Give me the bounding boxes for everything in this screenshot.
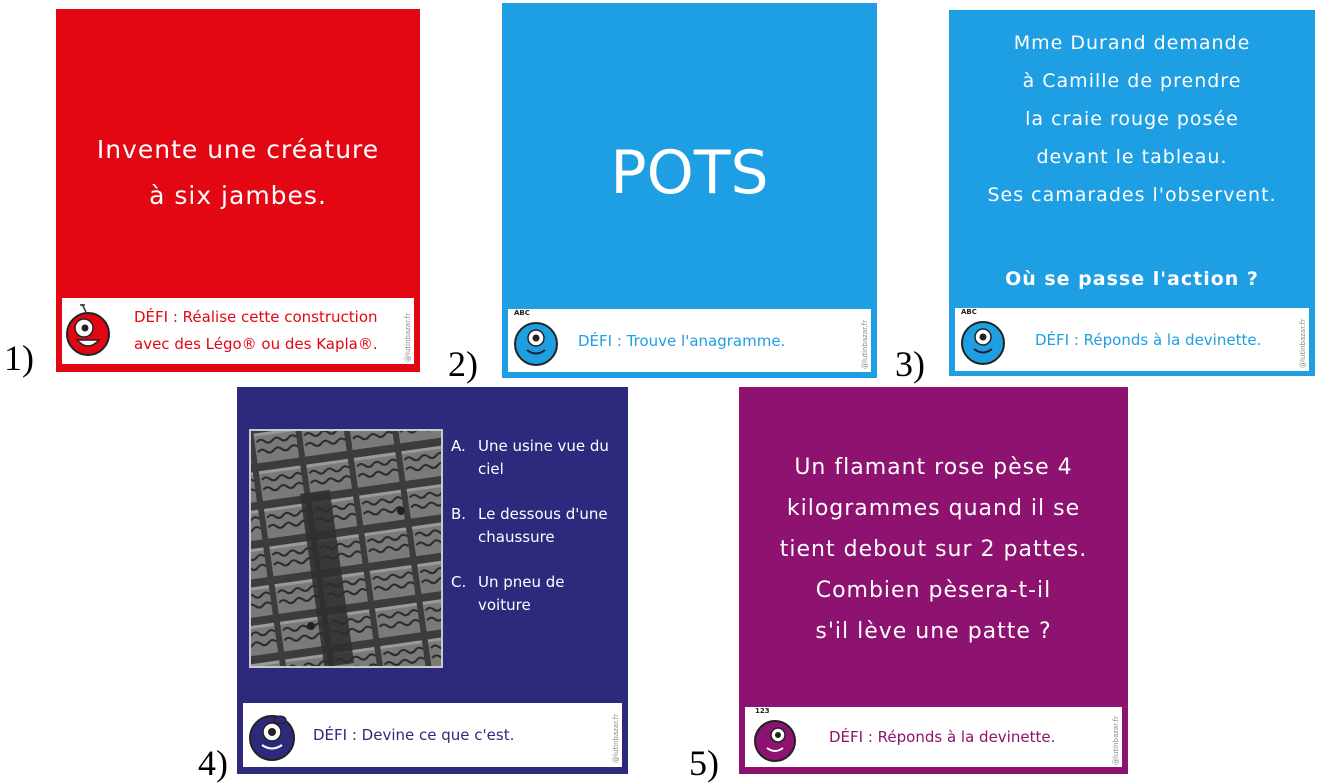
card-5-defi-bar [745, 707, 1122, 767]
card-2-defi-label: DÉFI [578, 332, 613, 350]
card-2-defi-text [578, 330, 785, 352]
card-3-defi-bar [955, 308, 1309, 371]
card-4-defi-instruction: : Devine ce que c'est. [347, 726, 515, 744]
card-2-credit: @lutinbazar.fr [861, 319, 869, 369]
card-5 [739, 387, 1128, 774]
card-4-defi-bar [243, 703, 622, 767]
card-3-defi-text [1035, 329, 1261, 351]
card-2-defi-instruction: : Trouve l'anagramme. [612, 332, 786, 350]
card-1-main-text: Invente une créature à six jambes. [96, 135, 380, 210]
card-4-number: 4) [198, 743, 228, 783]
card-5-badge: 123 [755, 707, 770, 715]
magenta-monster-icon [751, 713, 801, 765]
card-5-defi-text [829, 726, 1055, 748]
card-3-defi-label: DÉFI [1035, 331, 1070, 349]
card-1-number: 1) [4, 338, 34, 378]
card-4-option-b-text: Le dessous d'une chaussure [478, 505, 608, 546]
card-2-number: 2) [448, 344, 478, 384]
card-4 [237, 387, 628, 774]
card-1-defi-label: DÉFI [134, 308, 169, 326]
card-3-defi-instruction: : Réponds à la devinette. [1069, 331, 1262, 349]
card-4-option-a-letter: A. [451, 437, 466, 455]
card-2-defi-bar [508, 309, 871, 372]
card-3-main-text: Mme Durand demande à Camille de prendre la craie rouge posée devant le tableau. Ses camarades l'observent. [987, 32, 1277, 206]
card-3-number: 3) [895, 344, 925, 384]
card-4-defi-label: DÉFI [313, 726, 348, 744]
card-1-defi-instruction: : Réalise cette construction avec des Légo® ou des Kapla®. [134, 308, 378, 353]
card-1 [56, 9, 420, 372]
card-4-option-c-text: Un pneu de voiture [478, 573, 565, 614]
card-4-defi-text [313, 724, 514, 746]
card-5-main-text: Un flamant rose pèse 4 kilogrammes quand il se tient debout sur 2 pattes. Combien pèsera-t-il s'il lève une patte ? [779, 455, 1088, 644]
blue-monster-icon [959, 316, 1009, 368]
red-monster-icon [64, 302, 114, 358]
card-4-option-b-letter: B. [451, 505, 467, 523]
card-5-defi-instruction: : Réponds à la devinette. [863, 728, 1056, 746]
card-4-option-c-letter: C. [451, 573, 467, 591]
card-3-credit: @lutinbazar.fr [1299, 318, 1307, 368]
card-3 [949, 10, 1315, 376]
card-3-question: Où se passe l'action ? [1005, 268, 1259, 290]
card-3-badge: ABC [961, 308, 977, 316]
card-1-credit: @lutinbazar.fr [404, 312, 412, 362]
card-2 [502, 3, 877, 378]
card-4-credit: @lutinbazar.fr [612, 713, 620, 763]
purple-monster-icon [247, 708, 299, 764]
card-5-credit: @lutinbazar.fr [1112, 715, 1120, 765]
card-4-option-a-text: Une usine vue du ciel [478, 437, 609, 478]
card-5-defi-label: DÉFI [829, 728, 864, 746]
card-2-badge: ABC [514, 309, 530, 317]
card-1-defi-text [134, 304, 378, 358]
blue-monster-icon [512, 317, 562, 369]
card-5-number: 5) [689, 743, 719, 783]
tire-tread-photo [249, 429, 443, 668]
card-1-defi-bar [62, 298, 414, 364]
card-2-main-text: POTS [610, 138, 769, 208]
